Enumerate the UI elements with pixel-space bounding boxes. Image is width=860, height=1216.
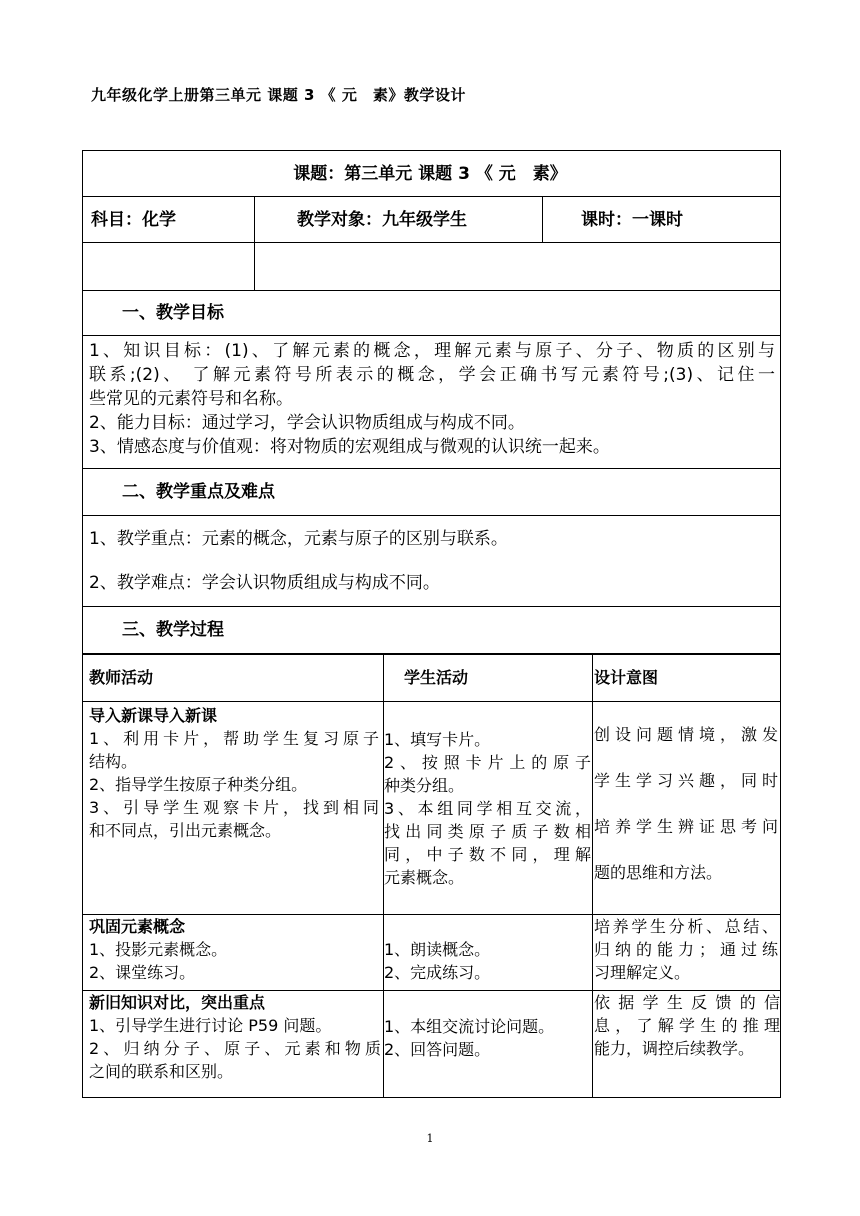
keypoints-heading: 二、教学重点及难点 [122, 482, 275, 502]
cell-line: 2、指导学生按原子种类分组。 [89, 775, 308, 794]
row-3-teacher [89, 991, 381, 1083]
header-intent: 设计意图 [594, 668, 659, 687]
column-divider [592, 654, 593, 1098]
cell-line: 学生学习兴趣，同时 [594, 771, 778, 790]
goals-text [89, 339, 775, 459]
cell-line: 1、投影元素概念。 [89, 940, 228, 959]
cell-line: 息，了解学生的推理 [594, 1016, 780, 1035]
row-title: 巩固元素概念 [89, 917, 186, 936]
row-title: 新旧知识对比，突出重点 [89, 993, 266, 1012]
cell-line: 3、本组同学相互交流， [384, 799, 591, 818]
course-title: 课题：第三单元 课题 3 《 元 素》 [293, 164, 567, 184]
hours-cell: 课时：一课时 [581, 210, 683, 230]
cell-line: 2、回答问题。 [384, 1040, 491, 1059]
cell-line: 创设问题情境，激发 [594, 725, 778, 744]
page-number: 1 [426, 1132, 434, 1145]
cell-line: 2、归纳分子、原子、元素和物质 [89, 1039, 381, 1058]
row-2-teacher [89, 915, 379, 984]
row-1-teacher [89, 704, 379, 842]
cell-line: 2、完成练习。 [384, 963, 491, 982]
row-divider [82, 701, 781, 702]
row-1-intent [594, 712, 778, 896]
cell-line: 能力，调控后续教学。 [594, 1039, 755, 1058]
header-student: 学生活动 [404, 668, 469, 687]
cell-line: 习理解定义。 [594, 963, 691, 982]
header-teacher: 教师活动 [89, 668, 154, 687]
cell-line: 和不同点，引出元素概念。 [89, 821, 282, 840]
cell-line: 结构。 [89, 752, 138, 771]
cell-line: 1、利用卡片，帮助学生复习原子 [89, 729, 379, 748]
row-divider [82, 290, 781, 291]
row-divider [82, 242, 781, 243]
cell-line: 2、按照卡片上的原子 [384, 753, 591, 772]
row-2-intent [594, 915, 778, 984]
row-divider [82, 606, 781, 607]
row-3-intent [594, 991, 780, 1060]
cell-line: 1、本组交流讨论问题。 [384, 1017, 555, 1036]
cell-line: 3、引导学生观察卡片，找到相同 [89, 798, 379, 817]
goals-heading: 一、教学目标 [122, 303, 224, 323]
cell-line: 种类分组。 [384, 776, 465, 795]
document-title: 九年级化学上册第三单元 课题 3 《 元 素》教学设计 [91, 86, 466, 104]
subject-cell: 科目：化学 [91, 210, 176, 230]
cell-line: 题的思维和方法。 [594, 863, 723, 882]
cell-line: 找出同类原子质子数相 [384, 822, 591, 841]
row-1-student [384, 728, 591, 889]
cell-line: 元素概念。 [384, 868, 465, 887]
cell-line: 依据学生反馈的信 [594, 993, 780, 1012]
goal-line: 1、知识目标：(1)、了解元素的概念，理解元素与原子、分子、物质的区别与 [89, 341, 775, 361]
cell-line: 培养学生辨证思考问 [594, 817, 778, 836]
goal-line: 联系;(2)、 了解元素符号所表示的概念，学会正确书写元素符号;(3)、记住一 [89, 365, 775, 385]
column-divider [254, 196, 255, 290]
cell-line: 2、课堂练习。 [89, 963, 196, 982]
cell-line: 1、朗读概念。 [384, 940, 491, 959]
process-heading: 三、教学过程 [122, 620, 224, 640]
cell-line: 1、填写卡片。 [384, 730, 491, 749]
row-divider [82, 335, 781, 336]
column-divider [542, 196, 543, 242]
goal-line: 2、能力目标：通过学习，学会认识物质组成与构成不同。 [89, 413, 525, 433]
key-point: 1、教学重点：元素的概念，元素与原子的区别与联系。 [89, 529, 508, 549]
row-divider [82, 196, 781, 197]
cell-line: 之间的联系和区别。 [89, 1062, 234, 1081]
cell-line: 归纳的能力；通过练 [594, 940, 778, 959]
row-divider [82, 468, 781, 469]
cell-line: 同，中子数不同，理解 [384, 845, 591, 864]
cell-line: 1、引导学生进行讨论 P59 问题。 [89, 1016, 332, 1035]
audience-cell: 教学对象：九年级学生 [297, 210, 467, 230]
row-2-student [384, 938, 591, 984]
goal-line: 3、情感态度与价值观：将对物质的宏观组成与微观的认识统一起来。 [89, 437, 610, 457]
row-title: 导入新课导入新课 [89, 706, 218, 725]
row-3-student [384, 1015, 591, 1061]
row-divider [82, 515, 781, 516]
goal-line: 些常见的元素符号和名称。 [89, 389, 293, 409]
difficult-point: 2、教学难点：学会认识物质组成与构成不同。 [89, 573, 440, 593]
cell-line: 培养学生分析、总结、 [594, 917, 778, 936]
